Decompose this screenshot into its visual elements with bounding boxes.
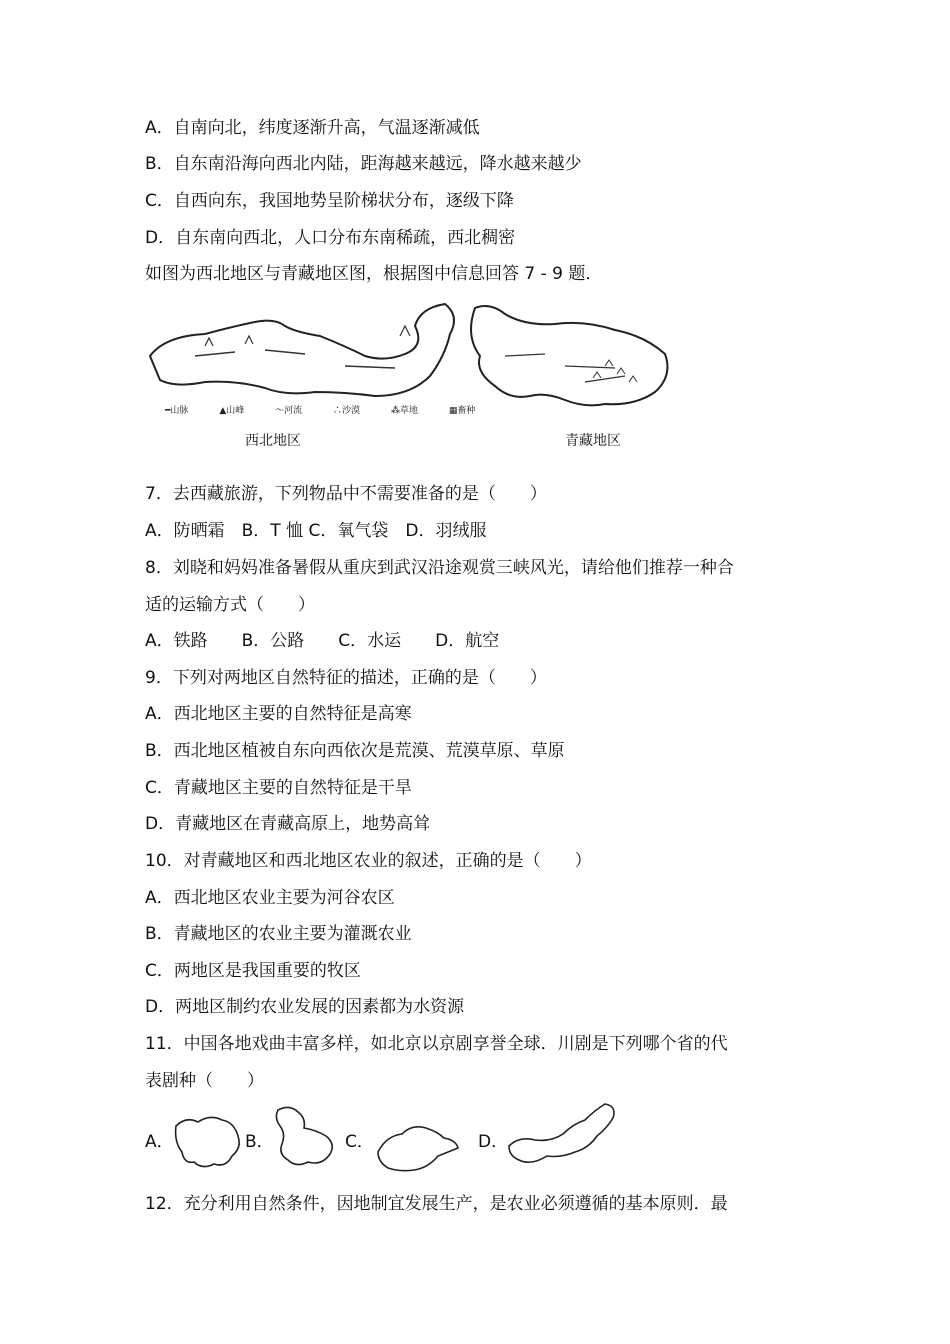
option-a-line: A．自南向北，纬度逐渐升高，气温逐渐减低 [145,118,480,138]
question-9-option-b: B．西北地区植被自东向西依次是荒漠、荒漠草原、草原 [145,741,565,761]
question-8-options: A．铁路 B．公路 C．水运 D．航空 [145,631,500,651]
question-7: 7．去西藏旅游，下列物品中不需要准备的是（ ） [145,484,547,504]
q11-option-a-label: A． [145,1132,174,1152]
option-d-line: D．自东南向西北，人口分布东南稀疏，西北稠密 [145,228,516,248]
option-c-line: C．自西向东，我国地势呈阶梯状分布，逐级下降 [145,191,514,211]
legend-mountain: ━山脉 [165,406,189,416]
q11-option-d-label: D． [478,1132,509,1152]
legend-river: ～河流 [275,406,303,416]
q11-option-c-label: C． [345,1132,374,1152]
question-7-options: A．防晒霜 B．T 恤 C．氧气袋 D．羽绒服 [145,521,487,541]
caption-northwest: 西北地区 [245,433,301,449]
option-b-line: B．自东南沿海向西北内陆，距海越来越远，降水越来越少 [145,154,582,174]
tibet-outline [471,306,667,405]
question-12: 12．充分利用自然条件，因地制宜发展生产，是农业必须遵循的基本原则．最 [145,1194,728,1214]
legend-desert: ∴沙漠 [333,406,361,416]
question-8: 8．刘晓和妈妈准备暑假从重庆到武汉沿途观赏三峡风光，请给他们推荐一种合 [145,558,734,578]
question-10-option-b: B．青藏地区的农业主要为灌溉农业 [145,924,412,944]
question-9: 9．下列对两地区自然特征的描述，正确的是（ ） [145,668,547,688]
inner-mongolia-shape-icon [505,1100,623,1172]
heilongjiang-shape-icon [270,1104,340,1172]
question-9-option-a: A．西北地区主要的自然特征是高寒 [145,704,412,724]
region-map-figure [145,296,675,456]
question-10-option-c: C．两地区是我国重要的牧区 [145,961,361,981]
map-legend [165,403,503,416]
question-11-cont: 表剧种（ ） [145,1071,264,1091]
question-8-cont: 适的运输方式（ ） [145,595,315,615]
question-11: 11．中国各地戏曲丰富多样，如北京以京剧享誉全球．川剧是下列哪个省的代 [145,1034,728,1054]
question-9-option-d: D．青藏地区在青藏高原上，地势高耸 [145,814,431,834]
q11-option-b-label: B． [245,1132,274,1152]
question-10-option-d: D．两地区制约农业发展的因素都为水资源 [145,997,465,1017]
question-9-option-c: C．青藏地区主要的自然特征是干旱 [145,778,412,798]
northwest-outline [150,304,454,396]
question-10-option-a: A．西北地区农业主要为河谷农区 [145,888,395,908]
shandong-shape-icon [372,1116,462,1174]
legend-grassland: ⁂草地 [390,406,418,416]
map-intro-text: 如图为西北地区与青藏地区图，根据图中信息回答 7 - 9 题． [145,264,603,284]
question-10: 10．对青藏地区和西北地区农业的叙述，正确的是（ ） [145,851,592,871]
sichuan-shape-icon [172,1112,244,1172]
legend-peak: ▲山峰 [219,406,245,416]
legend-livestock: ▦畜种 [448,406,476,416]
caption-tibet: 青藏地区 [565,433,621,449]
